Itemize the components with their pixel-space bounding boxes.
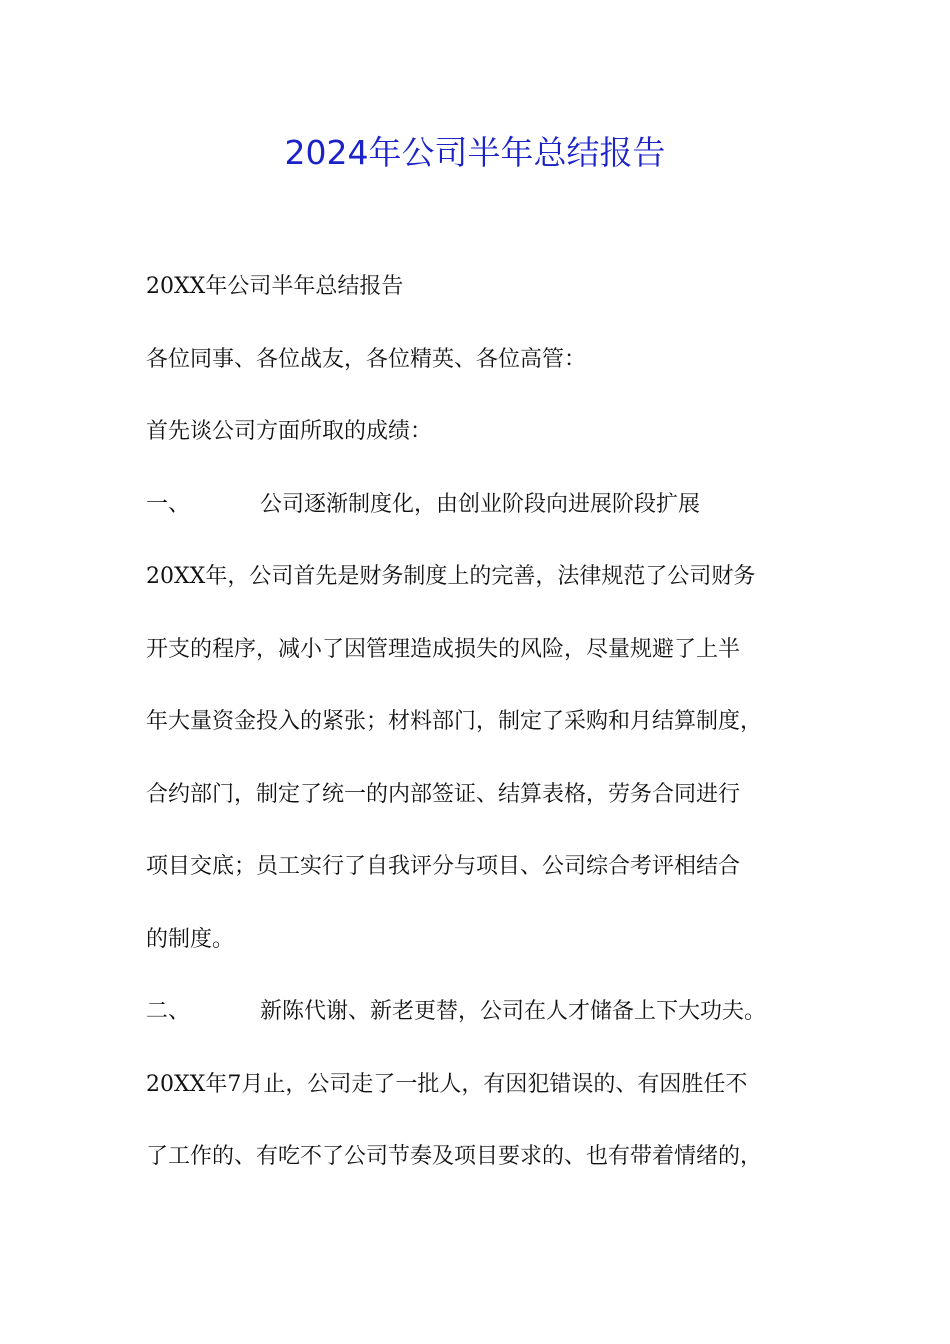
document-body	[146, 263, 826, 1206]
paragraph-1-line: 的制度。	[146, 926, 235, 952]
section-heading-1	[146, 481, 826, 529]
section-heading-text-2: 新陈代谢、新老更替，公司在人才储备上下大功夫。	[260, 999, 767, 1024]
intro-line: 首先谈公司方面所取的成绩：	[146, 419, 433, 444]
paragraph-2-line: 了工作的、有吃不了公司节奏及项目要求的、也有带着情绪的，	[146, 1144, 763, 1169]
paragraph-1-line: 合约部门，制定了统一的内部签证、结算表格，劳务合同进行	[146, 781, 741, 807]
paragraph-1-line: 年大量资金投入的紧张；材料部门，制定了采购和月结算制度，	[146, 709, 763, 734]
section-number-1: 一、	[146, 491, 191, 517]
section-heading-2	[146, 988, 826, 1036]
paragraph-1-line: 项目交底；员工实行了自我评分与项目、公司综合考评相结合	[146, 854, 741, 879]
paragraph-1-line: 20XX年，公司首先是财务制度上的完善，法律规范了公司财务	[146, 564, 756, 589]
document-title: 2024年公司半年总结报告	[284, 133, 666, 172]
report-subtitle: 20XX年公司半年总结报告	[146, 274, 404, 299]
paragraph-2-line: 20XX年7月止，公司走了一批人，有因犯错误的、有因胜任不	[146, 1071, 748, 1097]
section-heading-text-1: 公司逐渐制度化，由创业阶段向进展阶段扩展	[260, 491, 701, 517]
section-number-2: 二、	[146, 999, 191, 1024]
paragraph-1-line: 开支的程序，减小了因管理造成损失的风险，尽量规避了上半	[146, 636, 741, 662]
greeting-line: 各位同事、各位战友，各位精英、各位高管：	[146, 346, 587, 372]
